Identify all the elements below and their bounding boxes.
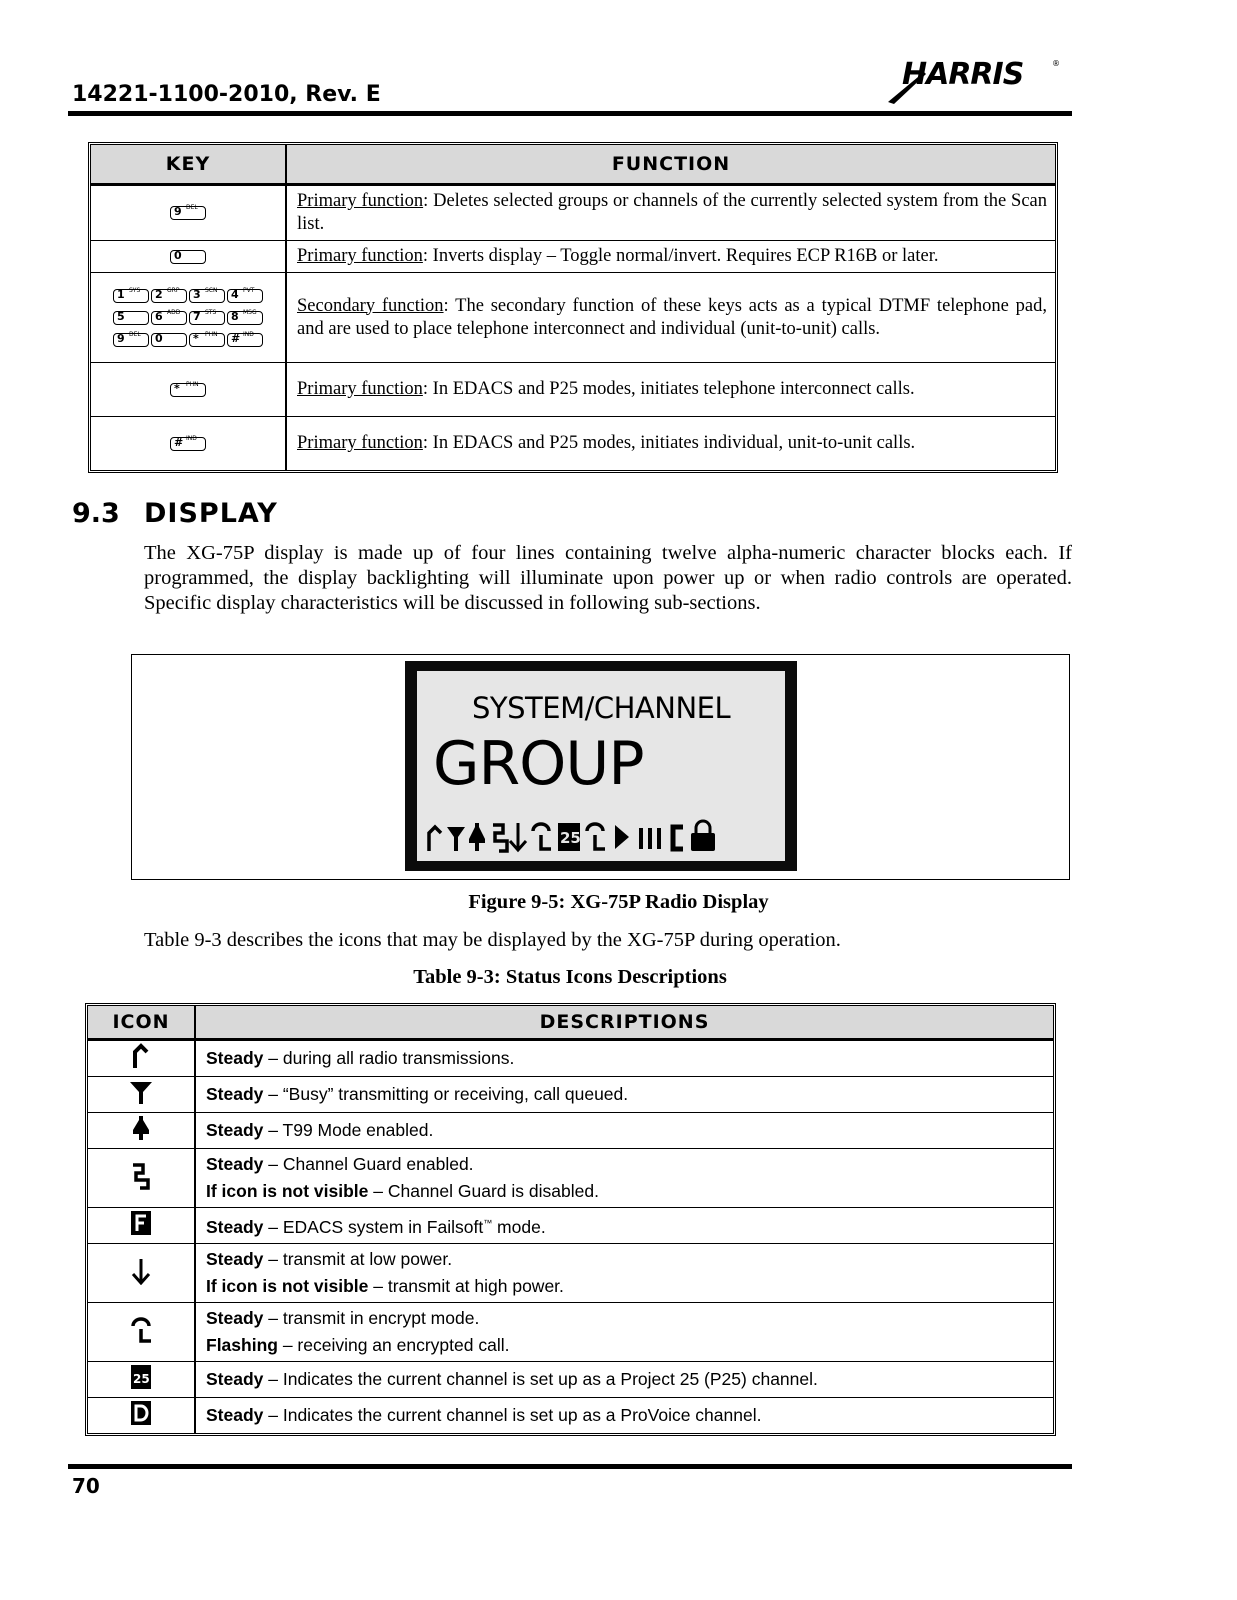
description-cell: Steady – EDACS system in Failsoft™ mode.: [196, 1207, 1053, 1243]
keypad-row-1: [92, 285, 284, 307]
header-rule: [68, 111, 1072, 116]
description-cell: Steady – transmit at low power. If icon is not visible – transmit at high power.: [196, 1243, 1053, 1302]
radio-lcd-display: [405, 661, 797, 871]
key-cell: [91, 240, 287, 272]
table-row: [88, 1243, 1053, 1302]
key-table-header-row: [91, 145, 1055, 185]
description-cell: Steady – transmit in encrypt mode. Flashing – receiving an encrypted call.: [196, 1302, 1053, 1361]
figure-frame: [131, 654, 1070, 880]
key-cell: [91, 362, 287, 416]
p25-icon: [558, 823, 581, 851]
description-cell: Steady – during all radio transmissions.: [196, 1040, 1053, 1076]
lcd-line-2: GROUP: [433, 729, 644, 799]
key-star-phn-icon: * PHN: [189, 333, 225, 347]
harris-logo: [880, 52, 1062, 106]
lcd-line-1: SYSTEM/CHANNEL: [472, 691, 731, 725]
table-row: [91, 272, 1055, 362]
table-row: [88, 1076, 1053, 1112]
icon-cell: [88, 1076, 196, 1112]
key-3-scn-icon: 3 SCN: [189, 289, 225, 303]
table-row: [91, 362, 1055, 416]
icon-cell: [88, 1040, 196, 1076]
description-cell: Steady – T99 Mode enabled.: [196, 1112, 1053, 1148]
key-7-sts-icon: 7 STS: [189, 311, 225, 325]
function-cell: Primary function: In EDACS and P25 modes, initiates individual, unit-to-unit calls.: [287, 416, 1055, 470]
provoice-d-icon: [128, 1399, 154, 1427]
descriptions-column-header: DESCRIPTIONS: [196, 1006, 1053, 1040]
channel-guard-icon: [128, 1162, 154, 1190]
failsoft-f-icon: [128, 1209, 154, 1237]
low-power-arrow-icon: [128, 1257, 154, 1285]
encrypt-key-icon: [587, 824, 605, 849]
low-power-arrow-icon: [510, 823, 526, 850]
icon-cell: [88, 1302, 196, 1361]
description-cell: Steady – Channel Guard enabled. If icon is not visible – Channel Guard is disabled.: [196, 1148, 1053, 1207]
function-cell: Primary function: In EDACS and P25 modes, initiates telephone interconnect calls.: [287, 362, 1055, 416]
key-cell: [91, 185, 287, 240]
document-number: 14221-1100-2010, Rev. E: [72, 82, 381, 107]
table-row: [88, 1112, 1053, 1148]
table-row: [91, 416, 1055, 470]
table-row: [88, 1148, 1053, 1207]
table-row: [88, 1302, 1053, 1361]
key-9-del-icon: 9 DEL: [170, 206, 206, 220]
key-function-table: [88, 142, 1058, 473]
svg-text:25: 25: [133, 1372, 150, 1386]
section-number: 9.3: [72, 498, 120, 529]
t99-bell-icon: [469, 823, 485, 851]
key-star-phn-icon: * PHN: [170, 383, 206, 397]
key-6-add-icon: 6 ADD: [151, 311, 187, 325]
icon-column-header: ICON: [88, 1006, 196, 1040]
key-0-icon: 0: [151, 333, 187, 347]
table-caption: Table 9-3: Status Icons Descriptions: [413, 966, 727, 988]
function-cell: Secondary function: The secondary function of these keys acts as a typical DTMF telephone pad, and are used to place telephone interconnect and individual (unit-to-unit) calls.: [287, 272, 1055, 362]
busy-antenna-icon: [447, 827, 465, 851]
key-column-header: KEY: [91, 145, 287, 185]
keypad-row-3: [92, 329, 284, 351]
table-row: [88, 1397, 1053, 1433]
status-icons-table: [85, 1003, 1056, 1436]
key-5-icon: 5: [113, 311, 149, 325]
play-triangle-icon: [615, 825, 629, 849]
table-row: [88, 1207, 1053, 1243]
lcd-screen: [417, 671, 785, 861]
table-row: [91, 185, 1055, 240]
figure-caption: Figure 9-5: XG-75P Radio Display: [468, 891, 769, 913]
function-cell: Primary function: Inverts display – Toggle normal/invert. Requires ECP R16B or later.: [287, 240, 1055, 272]
key-9-del-icon: 9 DEL: [113, 333, 149, 347]
key-4-pvt-icon: 4 PVT: [227, 289, 263, 303]
busy-antenna-icon: [128, 1078, 154, 1106]
icon-table-header-row: [88, 1006, 1053, 1040]
intro-paragraph: Table 9-3 describes the icons that may be displayed by the XG-75P during operation.: [144, 929, 841, 951]
table-row: [88, 1361, 1053, 1397]
key-hash-ind-icon: # IND: [170, 437, 206, 451]
lcd-status-icon-row: [423, 819, 785, 855]
key-cell: [91, 272, 287, 362]
key-2-grp-icon: 2 GRP: [151, 289, 187, 303]
icon-cell: [88, 1243, 196, 1302]
svg-text:HARRIS: HARRIS: [902, 57, 1024, 92]
p25-icon: [128, 1363, 154, 1391]
keypad-row-2: [92, 307, 284, 329]
key-1-sys-icon: 1 SYS: [113, 289, 149, 303]
icon-cell: [88, 1207, 196, 1243]
encrypt-key-icon: [533, 824, 551, 849]
description-cell: Steady – “Busy” transmitting or receiving, call queued.: [196, 1076, 1053, 1112]
encrypt-key-icon: [128, 1316, 154, 1344]
table-row: [88, 1040, 1053, 1076]
signal-bars-icon: [639, 828, 661, 849]
icon-cell: [88, 1148, 196, 1207]
key-hash-ind-icon: # IND: [227, 333, 263, 347]
description-cell: Steady – Indicates the current channel is set up as a Project 25 (P25) channel.: [196, 1361, 1053, 1397]
icon-cell: [88, 1397, 196, 1433]
transmit-icon: [128, 1042, 154, 1070]
section-body: The XG-75P display is made up of four lines containing twelve alpha-numeric character blocks each. If programmed, the display backlighting will illuminate upon power up or when radio controls are operated. Specific display characteristics will be discussed in following sub-sections.: [144, 542, 1072, 614]
channel-guard-icon: [493, 825, 507, 851]
section-title: DISPLAY: [144, 498, 278, 529]
function-column-header: FUNCTION: [287, 145, 1055, 185]
function-cell: Primary function: Deletes selected groups or channels of the currently selected system from the Scan list.: [287, 185, 1055, 240]
t99-bell-icon: [128, 1114, 154, 1142]
key-8-msg-icon: 8 MSG: [227, 311, 263, 325]
footer-rule: [68, 1464, 1072, 1469]
description-cell: Steady – Indicates the current channel is set up as a ProVoice channel.: [196, 1397, 1053, 1433]
icon-cell: [88, 1112, 196, 1148]
key-cell: [91, 416, 287, 470]
icon-cell: [88, 1361, 196, 1397]
transmit-icon: [429, 827, 441, 851]
page-number: 70: [72, 1474, 100, 1498]
svg-text:25: 25: [560, 829, 581, 847]
svg-text:®: ®: [1052, 59, 1060, 68]
bracket-icon: [673, 827, 683, 849]
battery-lock-icon: [691, 821, 715, 851]
key-0-icon: 0: [170, 250, 206, 264]
table-row: [91, 240, 1055, 272]
